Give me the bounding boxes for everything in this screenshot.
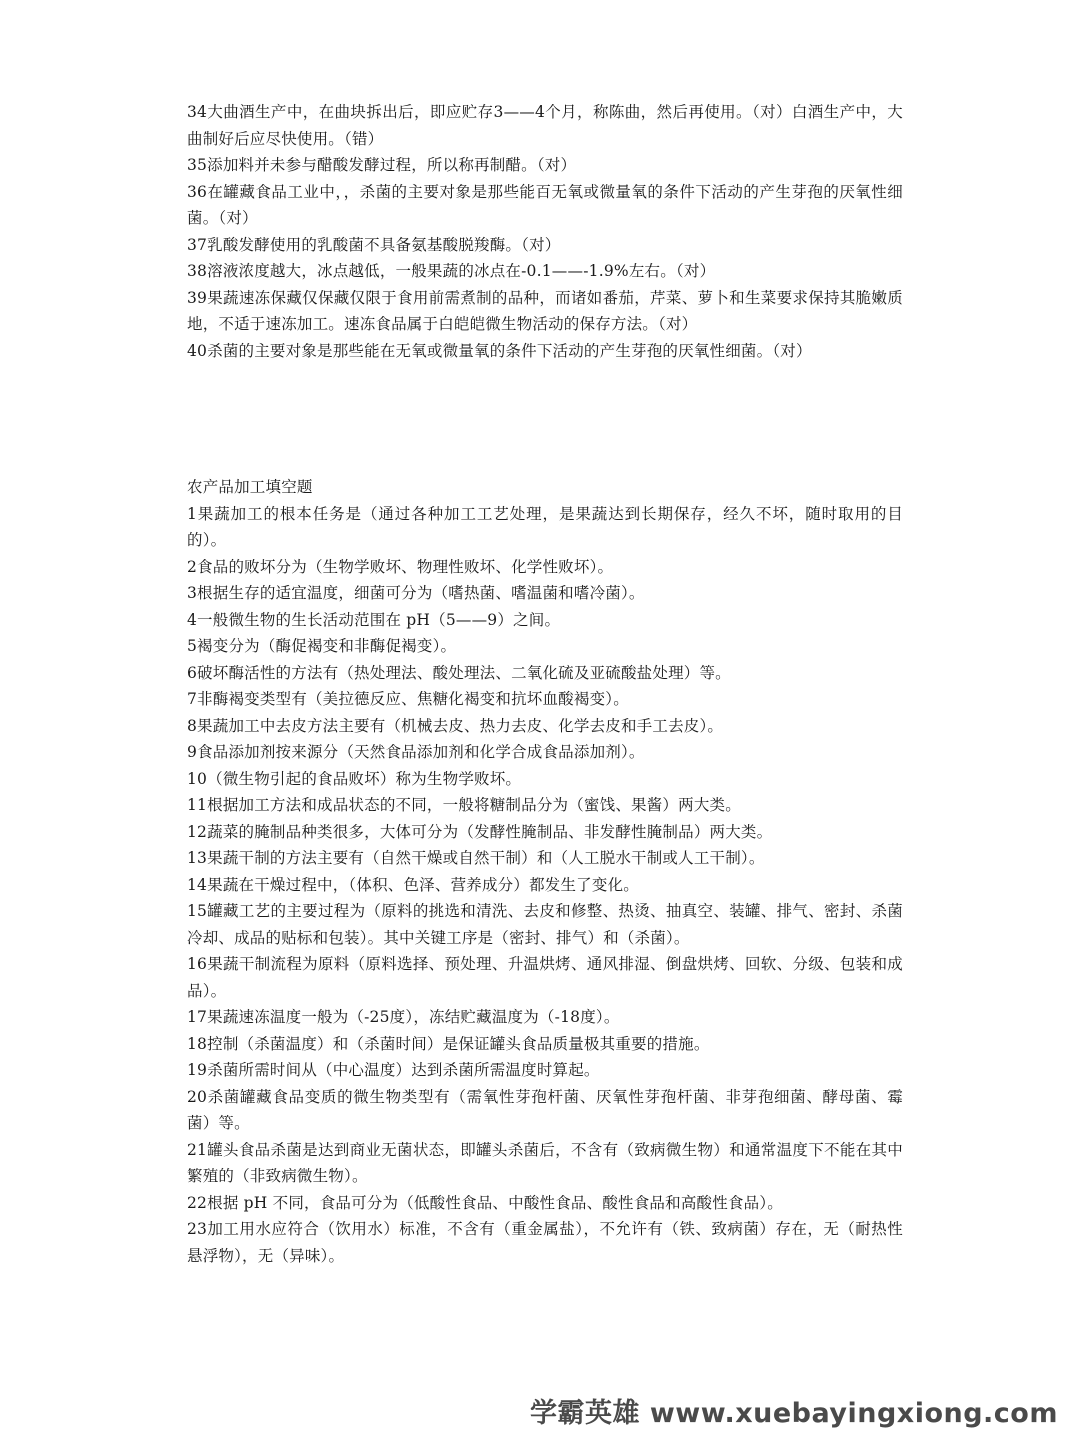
fill-blank-item: 19杀菌所需时间从（中心温度）达到杀菌所需温度时算起。 — [187, 1061, 600, 1079]
true-false-item: 39果蔬速冻保藏仅保藏仅限于食用前需煮制的品种，而诸如番茄，芹菜、萝卜和生菜要求保持其脆嫩质地，不适于速冻加工。速冻食品属于白皑皑微生物活动的保存方法。（对） — [187, 288, 903, 333]
true-false-section — [187, 99, 903, 364]
fill-blank-item: 7非酶褐变类型有（美拉德反应、焦糖化褐变和抗坏血酸褐变）。 — [187, 690, 629, 708]
section-title: 农产品加工填空题 — [187, 478, 313, 496]
fill-blank-item: 6破坏酶活性的方法有（热处理法、酸处理法、二氧化硫及亚硫酸盐处理）等。 — [187, 663, 731, 682]
fill-blank-item: 17果蔬速冻温度一般为（-25度），冻结贮藏温度为（-18度）。 — [187, 1008, 620, 1026]
fill-blank-item: 21罐头食品杀菌是达到商业无菌状态，即罐头杀菌后，不含有（致病微生物）和通常温度下不能在其中繁殖的（非致病微生物）。 — [187, 1140, 903, 1185]
fill-blank-item: 2食品的败坏分为（生物学败坏、物理性败坏、化学性败坏）。 — [187, 557, 614, 576]
fill-blank-item: 9食品添加剂按来源分（天然食品添加剂和化学合成食品添加剂）。 — [187, 743, 645, 761]
fill-blank-item: 12蔬菜的腌制品种类很多，大体可分为（发酵性腌制品、非发酵性腌制品）两大类。 — [187, 822, 773, 841]
fill-blank-item: 5褐变分为（酶促褐变和非酶促褐变）。 — [187, 637, 457, 655]
fill-blank-item: 1果蔬加工的根本任务是（通过各种加工工艺处理，是果蔬达到长期保存，经久不坏，随时取用的目的）。 — [187, 504, 903, 549]
true-false-item: 34大曲酒生产中，在曲块拆出后，即应贮存3——4个月，称陈曲，然后再使用。（对）白酒生产中，大曲制好后应尽快使用。（错） — [187, 103, 903, 148]
fill-blank-item: 3根据生存的适宜温度，细菌可分为（嗜热菌、嗜温菌和嗜冷菌）。 — [187, 584, 645, 602]
true-false-item: 38溶液浓度越大，冰点越低，一般果蔬的冰点在-0.1——-1.9%左右。（对） — [187, 262, 716, 280]
fill-blank-item: 10（微生物引起的食品败坏）称为生物学败坏。 — [187, 769, 522, 788]
fill-blank-section — [187, 474, 903, 1269]
fill-blank-item: 13果蔬干制的方法主要有（自然干燥或自然干制）和（人工脱水干制或人工干制）。 — [187, 849, 765, 867]
fill-blank-item: 20杀菌罐藏食品变质的微生物类型有（需氧性芽孢杆菌、厌氧性芽孢杆菌、非芽孢细菌、酵母菌、霉菌）等。 — [187, 1087, 903, 1132]
true-false-item: 37乳酸发酵使用的乳酸菌不具备氨基酸脱羧酶。（对） — [187, 235, 561, 254]
fill-blank-item: 22根据 pH 不同，食品可分为（低酸性食品、中酸性食品、酸性食品和高酸性食品）。 — [187, 1193, 783, 1212]
true-false-item: 40杀菌的主要对象是那些能在无氧或微量氧的条件下活动的产生芽孢的厌氧性细菌。（对） — [187, 341, 812, 360]
fill-blank-item: 18控制（杀菌温度）和（杀菌时间）是保证罐头食品质量极其重要的措施。 — [187, 1034, 710, 1053]
true-false-item: 36在罐藏食品工业中，，杀菌的主要对象是那些能百无氧或微量氧的条件下活动的产生芽孢的厌氧性细菌。（对） — [187, 182, 903, 227]
fill-blank-item: 4一般微生物的生长活动范围在 pH（5——9）之间。 — [187, 610, 561, 629]
fill-blank-item: 8果蔬加工中去皮方法主要有（机械去皮、热力去皮、化学去皮和手工去皮）。 — [187, 716, 724, 735]
fill-blank-item: 14果蔬在干燥过程中，（体积、色泽、营养成分）都发生了变化。 — [187, 875, 639, 894]
true-false-item: 35添加料并未参与醋酸发酵过程，所以称再制醋。（对） — [187, 156, 577, 174]
fill-blank-item: 11根据加工方法和成品状态的不同，一般将糖制品分为（蜜饯、果酱）两大类。 — [187, 796, 741, 814]
fill-blank-item: 15罐藏工艺的主要过程为（原料的挑选和清洗、去皮和修整、热烫、抽真空、装罐、排气、密封、杀菌冷却、成品的贴标和包装）。其中关键工序是（密封、排气）和（杀菌）。 — [187, 902, 903, 947]
fill-blank-item: 16果蔬干制流程为原料（原料选择、预处理、升温烘烤、通风排湿、倒盘烘烤、回软、分级、包装和成品）。 — [187, 955, 903, 1000]
fill-blank-item: 23加工用水应符合（饮用水）标准，不含有（重金属盐），不允许有（铁、致病菌）存在，无（耐热性悬浮物），无（异味）。 — [187, 1220, 903, 1265]
site-watermark: 学霸英雄 www.xuebayingxiong.com — [529, 1398, 1058, 1429]
